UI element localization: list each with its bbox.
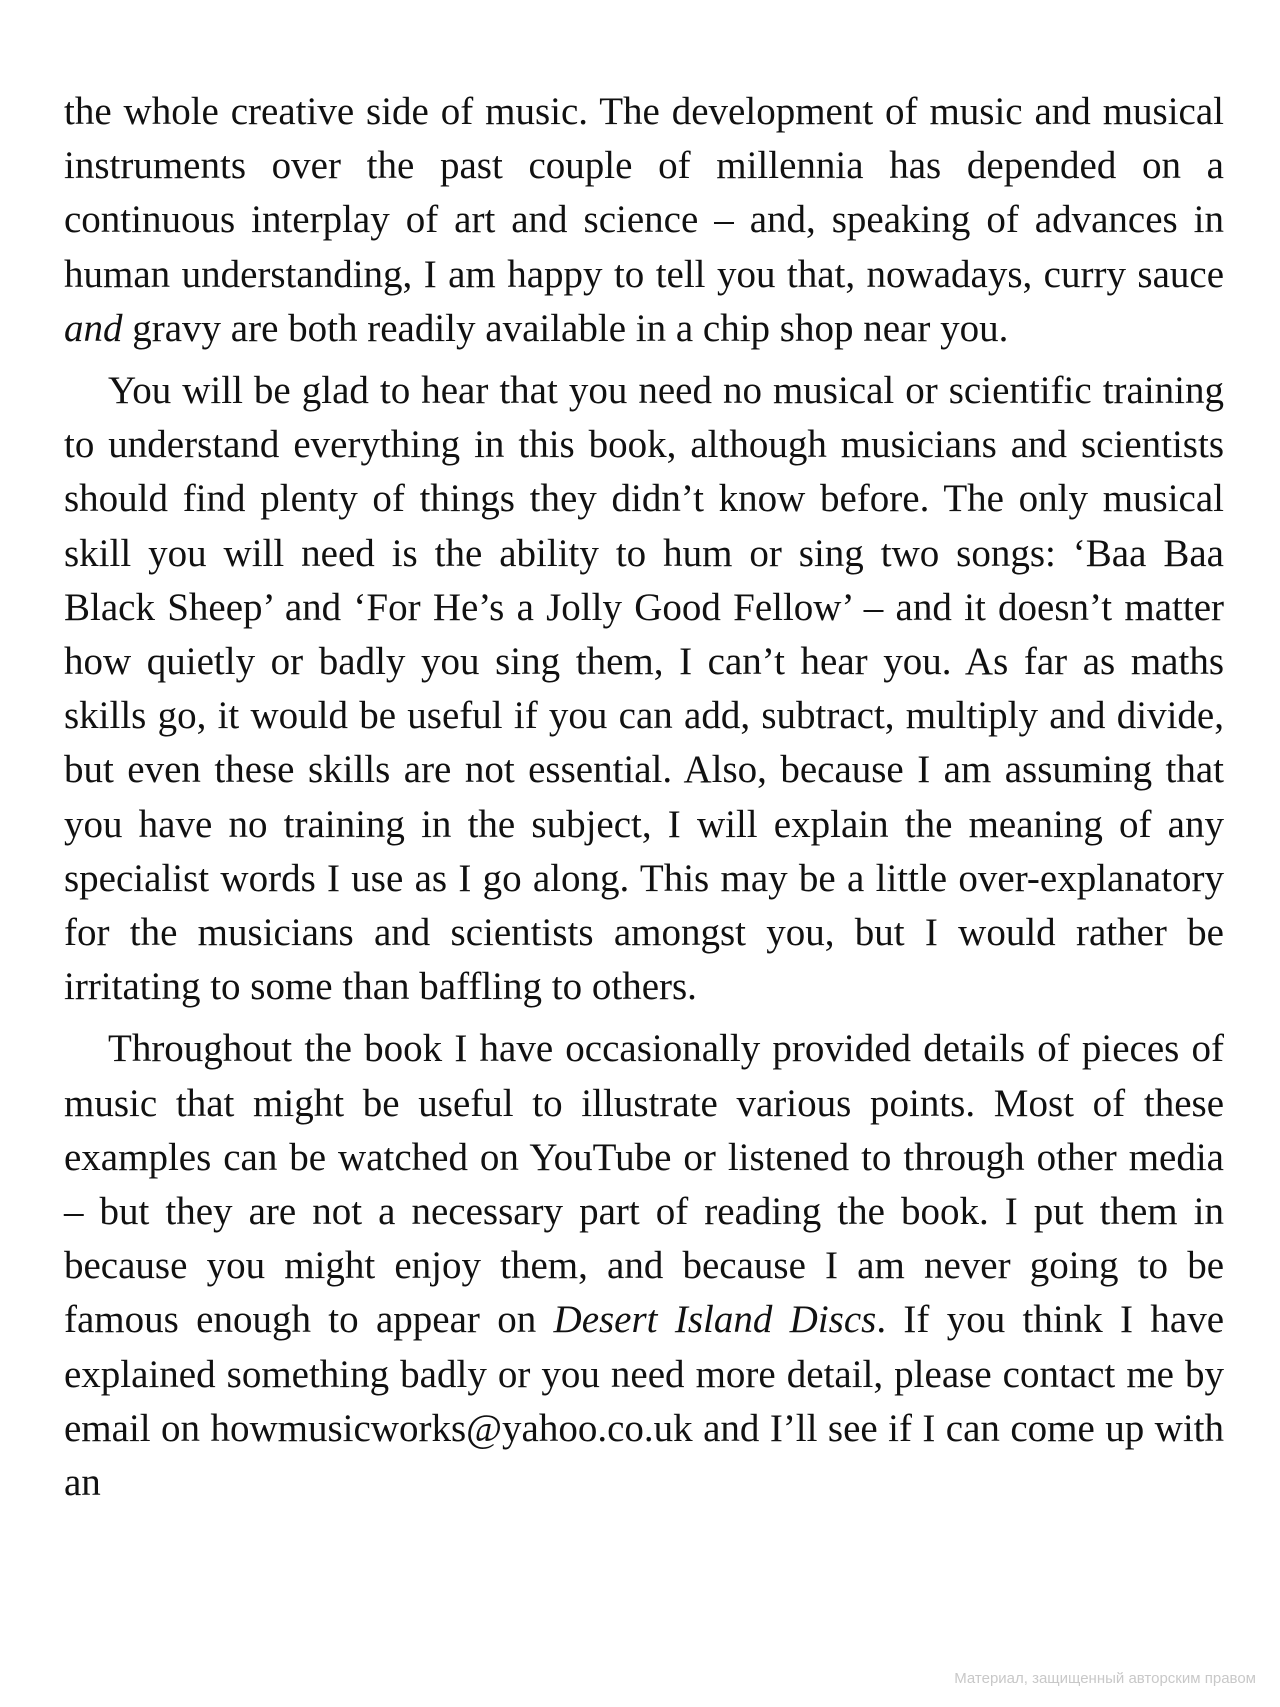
paragraph-2-text: You will be glad to hear that you need no musical or scientific training to understand everything in this book, although musicians and scientists should find plenty of things they didn’t know before. The only musical skill you will need is the ability to hum or sing two songs: ‘Baa Baa Black Sheep’ and ‘For He’s a Jolly Good Fellow’ – and it doesn’t matter how quietly or badly you sing them, I can’t hear you. As far as maths skills go, it would be useful if you can add, subtract, multiply and divide, but even these skills are not essential. Also, because I am assuming that you have no training in the subject, I will explain the meaning of any specialist words I use as I go along. This may be a little over-explanatory for the musicians and scientists amongst you, but I would rather be irritating to some than baffling to others. [64, 369, 1224, 1009]
paragraph-1 [64, 85, 1224, 356]
paragraph-3-text-2: . If you think I have explained something badly or you need more detail, please contact me by email on howmusicworks@yahoo.co.uk and I’ll see if I can come up with an [64, 1298, 1225, 1505]
paragraph-3 [64, 1022, 1224, 1510]
paragraph-3-italic-title: Desert Island Discs [553, 1298, 877, 1342]
paragraph-1-text-1: the whole creative side of music. The development of music and musical instruments over the past couple of millennia has depended on a continuous interplay of art and science – and, speaking of advances in human understanding, I am happy to tell you that, nowadays, curry sauce [64, 90, 1224, 296]
paragraph-2 [64, 364, 1224, 1014]
paragraph-3-text-1: Throughout the book I have occasionally provided details of pieces of music that might be useful to illustrate various points. Most of these examples can be watched on YouTube or listened to through other media – but they are not a necessary part of reading the book. I put them in because you might enjoy them, and because I am never going to be famous enough to appear on [64, 1027, 1224, 1342]
page-body [64, 85, 1224, 1518]
paragraph-1-italic-and: and [64, 306, 123, 350]
copyright-watermark: Материал, защищенный авторским правом [954, 1670, 1256, 1687]
paragraph-1-text-2: gravy are both readily available in a chip shop near you. [122, 306, 1009, 350]
